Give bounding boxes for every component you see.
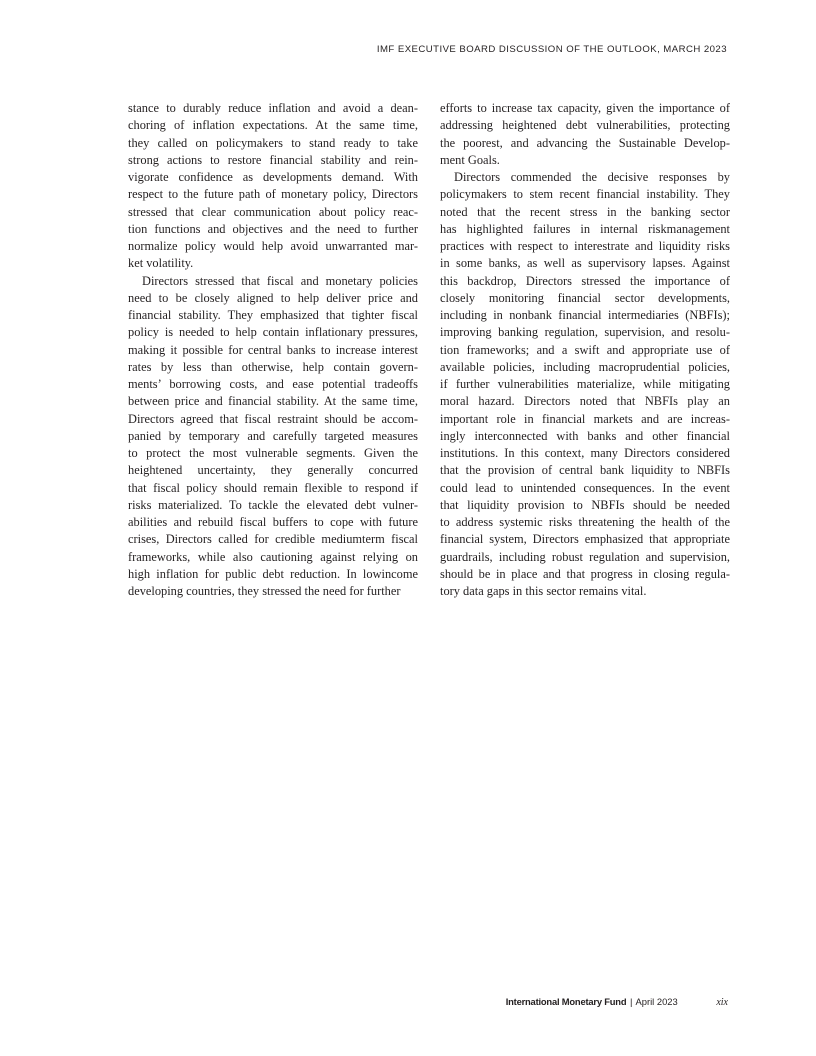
text-line: financial stability. They emphasized that tighter fiscal (128, 308, 418, 322)
text-line: Directors stressed that fiscal and monetary policies (142, 273, 418, 288)
text-line: including in nonbank financial intermediaries (NBFIs); (440, 308, 730, 322)
page-footer (506, 996, 728, 1008)
text-line: strong actions to restore financial stability and rein- (128, 152, 418, 167)
text-line: ket volatility. (128, 256, 194, 271)
text-line: financial system, Directors emphasized that appropriate (440, 532, 730, 547)
text-line: that the provision of central bank liquidity to NBFIs (440, 463, 730, 478)
text-line: vigorate confidence as developments demand. With (128, 170, 418, 184)
text-line: panied by temporary and carefully targeted measures (128, 428, 418, 443)
text-line: that fiscal policy should remain flexible to respond if (128, 480, 418, 495)
text-line: addressing heightened debt vulnerabilities, protecting (440, 118, 730, 133)
text-line: to address systemic risks threatening the health of the (440, 515, 730, 529)
text-line: abilities and rebuild fiscal buffers to cope with future (128, 515, 418, 529)
text-line: moral hazard. Directors noted that NBFIs play an (440, 394, 730, 409)
text-line: between price and financial stability. At the same time, (128, 394, 418, 409)
text-line: Directors commended the decisive responses by (454, 170, 730, 184)
text-line: ment Goals. (440, 152, 500, 167)
text-line: efforts to increase tax capacity, given the importance of (440, 101, 730, 115)
text-line: frameworks, while also cautioning against relying on (128, 549, 418, 564)
text-line: that liquidity provision to NBFIs should be needed (440, 497, 730, 512)
text-line: institutions. In this context, many Directors considered (440, 446, 730, 460)
text-line: could lead to unintended consequences. In the event (440, 480, 730, 495)
text-line: stance to durably reduce inflation and avoid a dean- (128, 101, 418, 115)
text-line: should be in place and that progress in closing regula- (440, 566, 730, 581)
text-line: the poorest, and advancing the Sustainable Develop- (440, 135, 730, 150)
text-line: developing countries, they stressed the need for further (128, 584, 401, 598)
right-text-column (440, 100, 730, 600)
text-line: closely monitoring financial sector developments, (440, 290, 730, 305)
text-line: stressed that clear communication about policy reac- (128, 204, 418, 219)
text-line: ments’ borrowing costs, and ease potential tradeoffs (128, 377, 418, 391)
text-line: policymakers to stem recent financial instability. They (440, 187, 730, 202)
text-line: policy is needed to help contain inflationary pressures, (128, 325, 418, 340)
text-line: guardrails, including robust regulation and supervision, (440, 549, 730, 564)
text-line: respect to the future path of monetary policy, Directors (128, 187, 418, 202)
text-line: if further vulnerabilities materialize, while mitigating (440, 377, 730, 391)
text-line: practices with respect to interestrate and liquidity risks (440, 239, 730, 253)
text-line: to protect the most vulnerable segments. Given the (128, 446, 418, 460)
text-line: risks materialized. To tackle the elevated debt vulner- (128, 497, 418, 512)
text-line: ingly interconnected with banks and other financial (440, 428, 730, 443)
text-line: important role in financial markets and are increas- (440, 411, 730, 426)
text-line: in some banks, as well as supervisory lapses. Against (440, 256, 730, 271)
text-line: normalize policy would help avoid unwarranted mar- (128, 239, 418, 253)
text-line: choring of inflation expectations. At the same time, (128, 118, 418, 133)
footer-organization: International Monetary Fund (505, 996, 627, 1007)
text-line: rates by less than otherwise, help contain govern- (128, 359, 418, 374)
text-line: available policies, including macroprudential policies, (440, 359, 730, 374)
text-line: has highlighted failures in internal riskmanagement (440, 221, 730, 236)
text-line: improving banking regulation, supervision, and resolu- (440, 325, 730, 340)
footer-date: April 2023 (635, 996, 678, 1007)
text-line: making it possible for central banks to increase interest (128, 342, 418, 357)
footer-separator: | (629, 996, 633, 1007)
text-line: they called on policymakers to stand ready to take (128, 135, 418, 150)
text-line: tion frameworks; and a swift and appropriate use of (440, 342, 730, 357)
text-line: noted that the recent stress in the banking sector (440, 204, 730, 219)
text-line: high inflation for public debt reduction. In lowincome (128, 566, 418, 581)
text-line: need to be closely aligned to help deliver price and (128, 290, 418, 305)
running-header: IMF EXECUTIVE BOARD DISCUSSION OF THE OUTLOOK, MARCH 2023 (376, 44, 727, 55)
page-number: xix (716, 997, 728, 1008)
text-line: crises, Directors called for credible mediumterm fiscal (128, 532, 418, 547)
text-line: tory data gaps in this sector remains vital. (440, 584, 647, 598)
text-line: Directors agreed that fiscal restraint should be accom- (128, 411, 418, 426)
text-line: this backdrop, Directors stressed the importance of (440, 273, 730, 288)
text-line: tion functions and objectives and the need to further (128, 221, 418, 236)
text-line: heightened uncertainty, they generally concurred (128, 463, 418, 478)
left-text-column (128, 100, 418, 600)
